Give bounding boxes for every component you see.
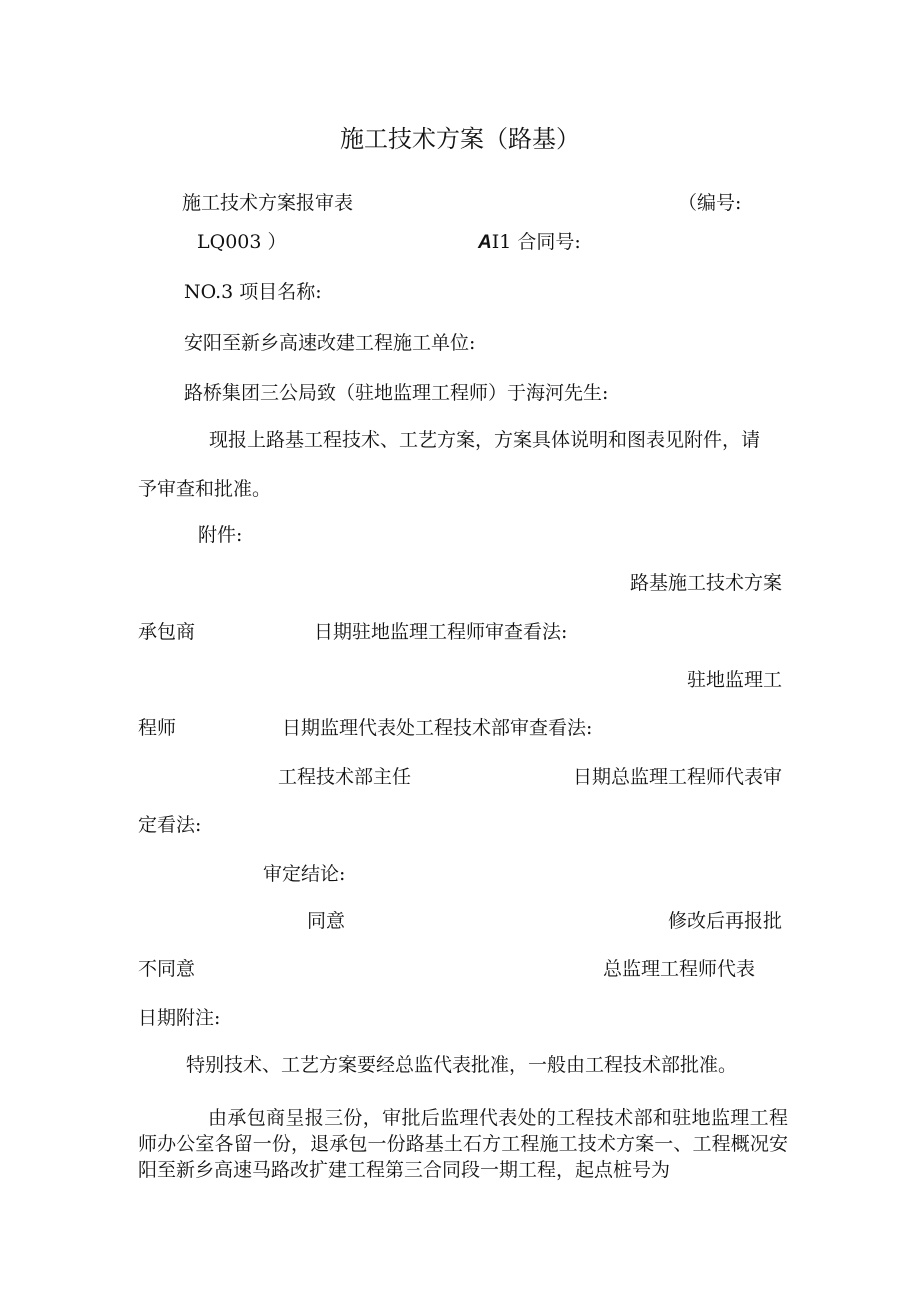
agree-option: 同意 <box>307 910 346 932</box>
document-title: 施工技术方案（路基） <box>340 125 580 153</box>
contract-label-text: I1 合同号: <box>491 231 581 253</box>
resident-engineer-label-b: 程师 <box>138 717 177 739</box>
resident-engineer-label-a: 驻地监理工 <box>686 669 782 691</box>
decide-opinion-label: 定看法: <box>138 814 202 836</box>
addressee-line: 路桥集团三公局致（驻地监理工程师）于海河先生: <box>184 382 609 404</box>
disagree-option: 不同意 <box>138 958 196 980</box>
contract-number-label <box>478 230 581 255</box>
body-paragraph-1: 现报上路基工程技术、工艺方案，方案具体说明和图表见附件，请 <box>209 429 761 451</box>
conclusion-label: 审定结论: <box>263 863 346 885</box>
revise-option: 修改后再报批 <box>667 910 782 932</box>
ai-mark: A <box>478 232 492 253</box>
attachment-item: 路基施工技术方案 <box>629 572 782 594</box>
chief-rep-review-line: 日期总监理工程师代表审 <box>572 766 782 788</box>
number-value: LQ003 ） <box>197 231 287 253</box>
rep-office-review-line: 日期监理代表处工程技术部审查看法: <box>282 717 593 739</box>
project-name-line: NO.3 项目名称: <box>184 281 322 303</box>
chief-rep-signature-label: 总监理工程师代表 <box>603 958 756 980</box>
resident-review-line: 日期驻地监理工程师审查看法: <box>314 621 568 643</box>
number-label: （编号: <box>678 192 742 214</box>
report-form-title: 施工技术方案报审表 <box>182 192 354 214</box>
attachment-label: 附件: <box>198 524 243 546</box>
tech-dept-head-label: 工程技术部主任 <box>278 766 412 788</box>
contractor-label: 承包商 <box>138 621 196 643</box>
date-note-label: 日期附注: <box>138 1007 221 1029</box>
project-line: 安阳至新乡高速改建工程施工单位: <box>184 332 476 354</box>
body-paragraph-1-continued: 予审查和批准。 <box>138 478 272 500</box>
note-paragraph-2: 由承包商呈报三份，审批后监理代表处的工程技术部和驻地监理工程师办公室各留一份，退承包一份路基土石方工程施工技术方案一、工程概况安阳至新乡高速马路改扩建工程第三合同段一期工程，起点桩号为 <box>138 1107 788 1181</box>
note-paragraph-1: 特别技术、工艺方案要经总监代表批准，一般由工程技术部批准。 <box>186 1054 738 1076</box>
